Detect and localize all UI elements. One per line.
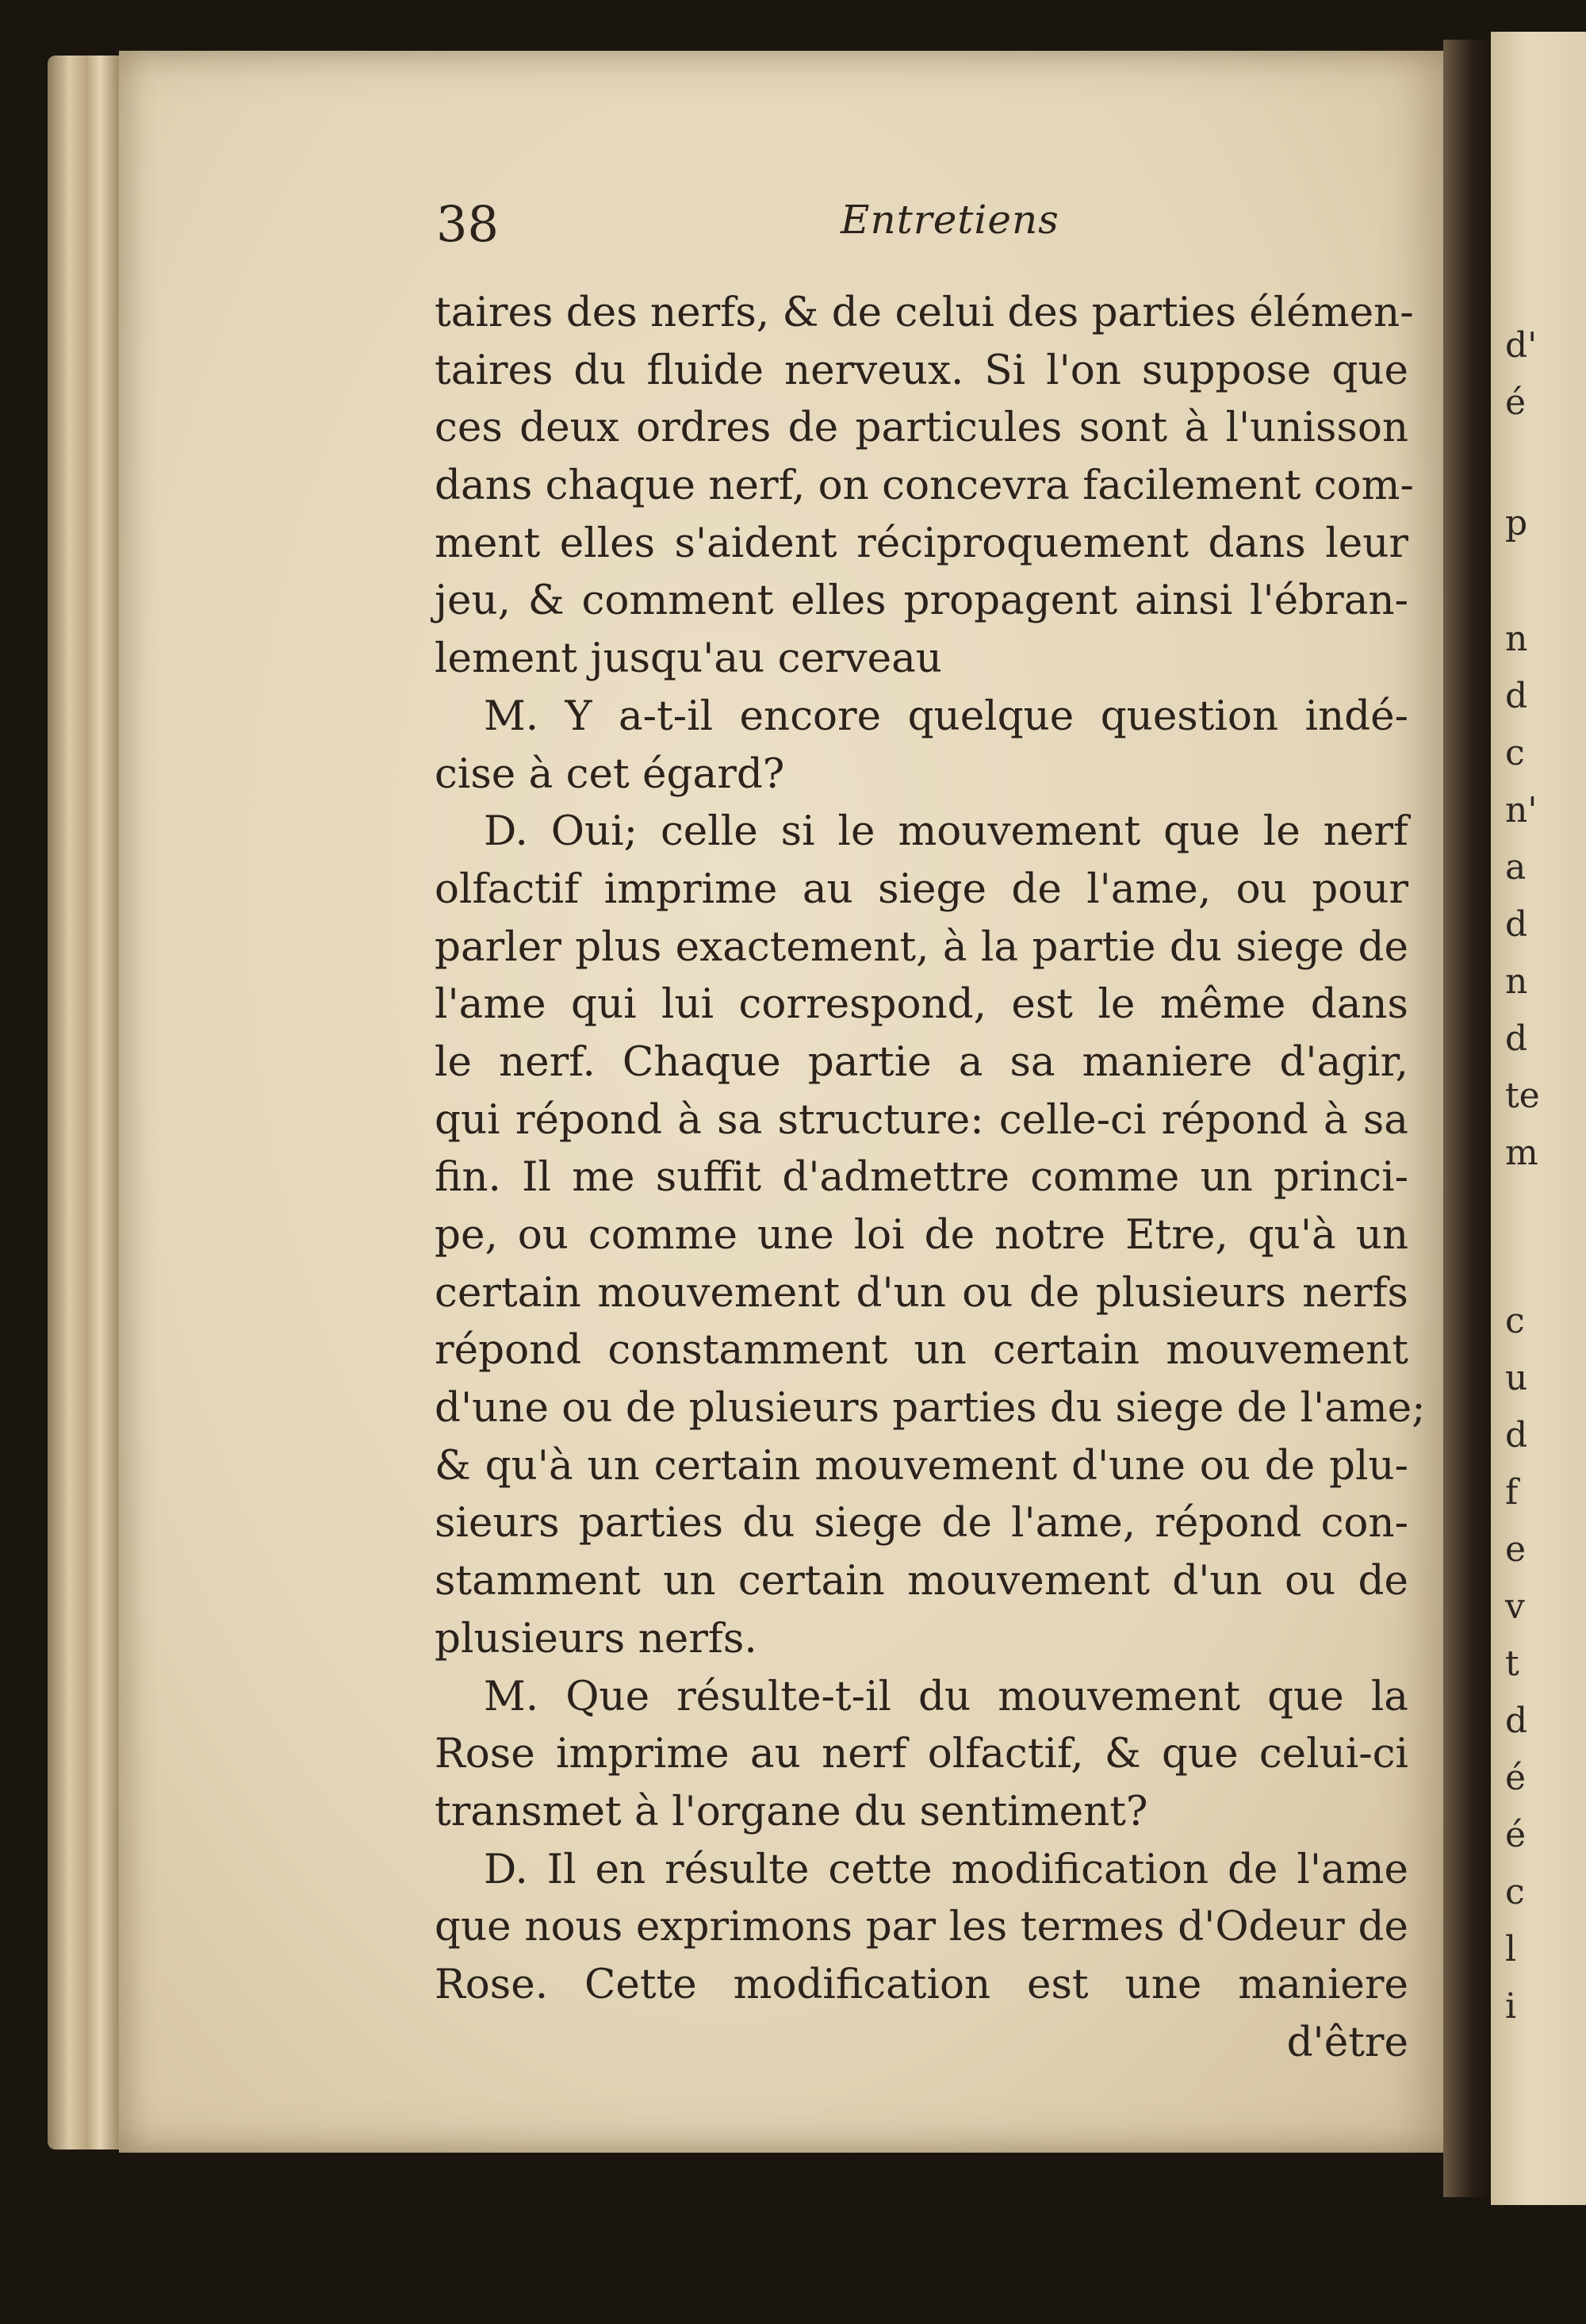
text-line: plusieurs nerfs. (435, 1614, 757, 1662)
facing-fragment: f (1505, 1472, 1519, 1513)
facing-fragment: d' (1505, 325, 1538, 366)
facing-fragment: d (1505, 1701, 1528, 1741)
text-line: le nerf. Chaque partie a sa maniere d'agir, (435, 1037, 1408, 1086)
text-line: jeu, & comment elles propagent ainsi l'ébran- (435, 577, 1408, 625)
facing-fragment: d (1505, 904, 1528, 945)
facing-fragment: n' (1505, 790, 1538, 830)
facing-fragment: u (1505, 1358, 1528, 1398)
facing-fragment: t (1505, 1643, 1519, 1684)
text-line: répond constamment un certain mouvement (435, 1326, 1408, 1375)
text-line: cise à cet égard? (435, 750, 785, 798)
text-line: Rose. Cette modification est une maniere (435, 1960, 1408, 2008)
page-number: 38 (436, 195, 499, 253)
facing-fragment: p (1505, 503, 1528, 543)
running-title: Entretiens (841, 197, 1059, 243)
facing-fragment: d (1505, 676, 1528, 716)
text-line: taires du fluide nerveux. Si l'on suppose que (435, 346, 1408, 394)
facing-fragment: d (1505, 1415, 1528, 1455)
facing-fragment: v (1505, 1586, 1525, 1627)
facing-fragment: é (1505, 1815, 1527, 1855)
text-line: transmet à l'organe du sentiment? (435, 1787, 1148, 1835)
text-line: l'ame qui lui correspond, est le même dans (435, 980, 1408, 1029)
facing-page-edge (1491, 32, 1586, 2205)
facing-fragment: d (1505, 1018, 1528, 1059)
facing-fragment: é (1505, 1758, 1527, 1798)
book-gutter (1443, 40, 1491, 2197)
text-line: ces deux ordres de particules sont à l'unisson (435, 404, 1408, 452)
facing-fragment: l (1505, 1929, 1517, 1969)
text-line: fin. Il me suffit d'admettre comme un princi- (435, 1153, 1408, 1202)
facing-fragment: a (1505, 847, 1527, 888)
text-line: Rose imprime au nerf olfactif, & que celui-ci (435, 1730, 1408, 1778)
text-line: olfactif imprime au siege de l'ame, ou pour (435, 865, 1408, 913)
facing-fragment: e (1505, 1529, 1527, 1570)
text-line: parler plus exactement, à la partie du siege de (435, 922, 1408, 971)
text-line: d'une ou de plusieurs parties du siege de l'ame; (435, 1384, 1426, 1432)
text-line: pe, ou comme une loi de notre Etre, qu'à un (435, 1211, 1408, 1259)
text-line: taires des nerfs, & de celui des parties élémen- (435, 289, 1414, 336)
text-line: ment elles s'aident réciproquement dans leur (435, 519, 1408, 567)
text-line: M. Que résulte-t-il du mouvement que la (484, 1672, 1408, 1720)
text-line: stamment un certain mouvement d'un ou de (435, 1557, 1408, 1605)
text-line: D. Il en résulte cette modification de l'ame (484, 1845, 1408, 1893)
facing-fragment: c (1505, 733, 1525, 773)
facing-fragment: i (1505, 1986, 1517, 2027)
text-line: dans chaque nerf, on concevra facilement com- (435, 462, 1414, 510)
text-line: lement jusqu'au cerveau (435, 635, 942, 683)
page-header (436, 195, 1404, 259)
facing-fragment: te (1505, 1076, 1540, 1116)
text-line: qui répond à sa structure: celle-ci répond à sa (435, 1095, 1408, 1144)
catchword: d'être (1286, 2018, 1408, 2066)
facing-fragment: n (1505, 619, 1528, 659)
facing-fragment: é (1505, 382, 1527, 423)
body-text (435, 284, 1426, 2071)
text-line: D. Oui; celle si le mouvement que le nerf (484, 807, 1408, 856)
text-line: & qu'à un certain mouvement d'une ou de plu- (435, 1441, 1408, 1490)
text-line: que nous exprimons par les termes d'Odeur de (435, 1903, 1408, 1951)
text-line: certain mouvement d'un ou de plusieurs nerfs (435, 1268, 1408, 1317)
facing-fragment: c (1505, 1872, 1525, 1912)
facing-fragment: c (1505, 1301, 1525, 1341)
facing-fragment: n (1505, 961, 1528, 1002)
facing-fragment: m (1505, 1133, 1538, 1173)
text-line: M. Y a-t-il encore quelque question indé- (484, 692, 1408, 740)
text-line: sieurs parties du siege de l'ame, répond con- (435, 1499, 1408, 1547)
